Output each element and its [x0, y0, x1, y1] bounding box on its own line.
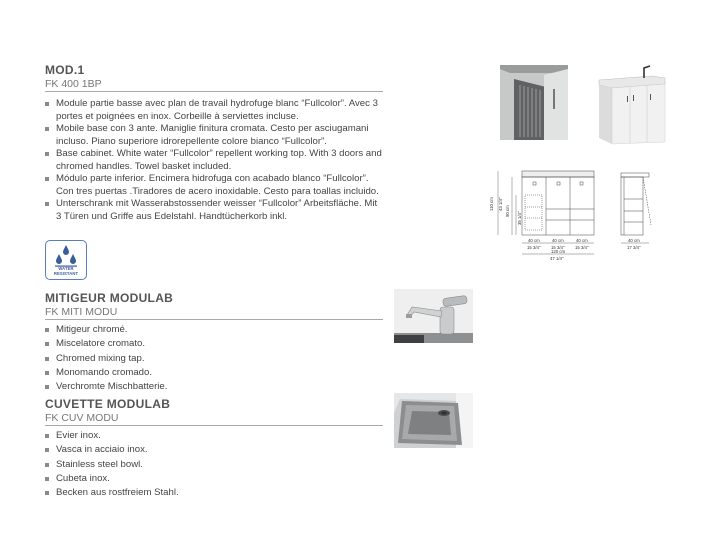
list-item: Mobile base con 3 ante. Maniglie finitura cromata. Cesto per asciugamani incluso. Piano superiore idrorepellente colore bianco “Fullcolor”. — [45, 123, 383, 148]
list-item: Monomando cromado. — [45, 366, 383, 380]
bullet-icon — [45, 152, 49, 156]
list-item: Verchromte Mischbatterie. — [45, 380, 383, 394]
mod1-code: FK 400 1BP — [45, 78, 102, 90]
col3-in-label: 15 3/4" — [575, 245, 589, 250]
mod1-description-list — [45, 98, 383, 223]
list-item: Vasca in acciaio inox. — [45, 443, 383, 457]
list-item: Unterschrank mit Wasserabstossender weisser “Fullcolor” Arbeitsfläche. Mit 3 Türen und Griffe aus Edelstahl. Handtücherkorb inkl. — [45, 198, 383, 223]
technical-drawing — [485, 165, 675, 265]
mod1-title: MOD.1 — [45, 63, 85, 77]
list-item: Cubeta inox. — [45, 472, 383, 486]
side-view — [621, 173, 651, 235]
mitigeur-section — [45, 291, 383, 394]
bullet-icon — [45, 342, 49, 346]
bullet-icon — [45, 177, 49, 181]
bullet-icon — [45, 371, 49, 375]
cuvette-title: CUVETTE MODULAB — [45, 397, 171, 411]
mod1-section — [45, 63, 383, 223]
bullet-icon — [45, 448, 49, 452]
stainless-bowl-photo — [394, 393, 473, 448]
cuvette-code: FK CUV MODU — [45, 412, 119, 424]
mitigeur-title: MITIGEUR MODULAB — [45, 291, 174, 305]
bullet-icon — [45, 463, 49, 467]
total-cm-label: 120 cm — [551, 249, 566, 254]
mid-cm-label: 90 cm — [505, 205, 510, 217]
bullet-icon — [45, 102, 49, 106]
bullet-icon — [45, 491, 49, 495]
list-item: Chromed mixing tap. — [45, 352, 383, 366]
cabinet-product-photo — [597, 62, 667, 147]
cuvette-description-list — [45, 429, 383, 500]
bullet-icon — [45, 357, 49, 361]
bullet-icon — [45, 127, 49, 131]
col1-in-label: 15 3/4" — [527, 245, 541, 250]
bullet-icon — [45, 434, 49, 438]
col3-cm-label: 40 cm — [576, 238, 588, 243]
col2-cm-label: 40 cm — [552, 238, 564, 243]
mitigeur-description-list — [45, 323, 383, 394]
mod1-divider — [45, 91, 383, 92]
mitigeur-code: FK MITI MODU — [45, 306, 118, 318]
col1-cm-label: 40 cm — [528, 238, 540, 243]
list-item: Base cabinet. White water “Fullcolor” repellent working top. With 3 doors and chromed handles. Towel basket included. — [45, 148, 383, 173]
mitigeur-divider — [45, 319, 383, 320]
cuvette-divider — [45, 425, 383, 426]
mixing-tap-photo — [394, 289, 473, 343]
depth-in-label: 17 3/4" — [627, 245, 641, 250]
list-item: Stainless steel bowl. — [45, 458, 383, 472]
front-view — [522, 171, 594, 235]
bullet-icon — [45, 202, 49, 206]
list-item: Module partie basse avec plan de travail hydrofuge blanc “Fullcolor”. Avec 3 portes et poignées en inox. Corbeille à serviettes incluse. — [45, 98, 383, 123]
list-item: Miscelatore cromato. — [45, 337, 383, 351]
col2-in-label: 15 3/4" — [551, 245, 565, 250]
depth-cm-label: 40 cm — [628, 238, 640, 243]
height-in-label: 43 1/4" — [498, 197, 503, 211]
cabinet-detail-photo — [500, 65, 568, 140]
list-item: Becken aus rostfreiem Stahl. — [45, 486, 383, 500]
cuvette-section — [45, 397, 383, 500]
bullet-icon — [45, 328, 49, 332]
mid-in-label: 35 1/4" — [517, 211, 522, 225]
list-item: Mitigeur chromé. — [45, 323, 383, 337]
bullet-icon — [45, 385, 49, 389]
water-resistant-badge — [45, 240, 87, 280]
list-item: Evier inox. — [45, 429, 383, 443]
height-cm-label: 110 cm — [489, 197, 494, 211]
list-item: Módulo parte inferior. Encimera hidrofuga con acabado blanco “Fullcolor”. Con tres puertas .Tiradores de acero inoxidable. Cesto para toallas incluido. — [45, 173, 383, 198]
badge-label: WATER RESISTANT — [53, 266, 79, 276]
total-in-label: 47 1/4" — [550, 256, 564, 261]
bullet-icon — [45, 477, 49, 481]
